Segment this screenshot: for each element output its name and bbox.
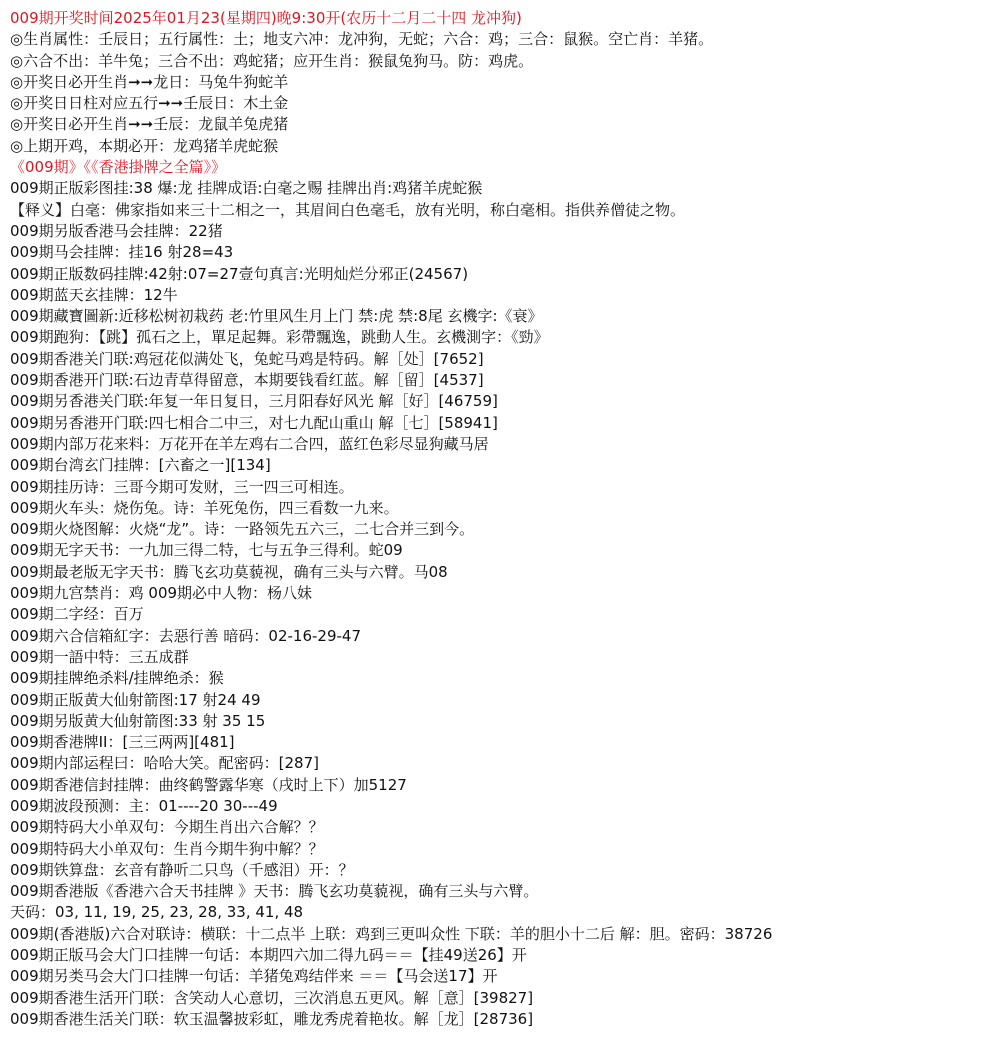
text-line: 009期火烧图解：火烧“龙”。诗：一路领先五六三，二七合并三到今。 bbox=[10, 520, 475, 539]
heading-line: 《009期》《《香港掛牌之全篇》》 bbox=[10, 158, 227, 177]
text-line: ◎开奖日日柱对应五行➞➞壬辰日：木土金 bbox=[10, 94, 289, 113]
text-line: 009期火车头：烧伤兔。诗：羊死兔伤，四三看数一九来。 bbox=[10, 498, 399, 517]
text-line: ◎开奖日必开生肖➞➞龙日：马兔牛狗蛇羊 bbox=[10, 72, 289, 91]
text-line: ◎六合不出：羊牛兔；三合不出：鸡蛇猪；应开生肖：猴鼠兔狗马。防：鸡虎。 bbox=[10, 51, 534, 70]
text-line: 009期正版彩图挂:38 爆:龙 挂牌成语:白毫之赐 挂牌出肖:鸡猪羊虎蛇猴 bbox=[10, 179, 483, 198]
text-line: ◎开奖日必开生肖➞➞壬辰：龙鼠羊兔虎猪 bbox=[10, 115, 289, 134]
text-line: 009期另香港开门联:四七相合二中三，对七九配山重山 解［七］[58941] bbox=[10, 413, 498, 432]
text-line: 009期另类马会大门口挂牌一句话：羊猪兔鸡结伴来 ＝＝【马会送17】开 bbox=[10, 967, 498, 986]
text-line: 009期特码大小单双句：今期生肖出六合解？？ bbox=[10, 818, 324, 837]
text-line: 009期最老版无字天书：腾飞玄功莫藐视，确有三头与六臂。马08 bbox=[10, 562, 448, 581]
heading-line: 009期开奖时间2025年01月23(星期四)晚9:30开(农历十二月二十四 龙冲狗) bbox=[10, 9, 522, 27]
text-line: 009期香港生活关门联：软玉温馨披彩虹，雕龙秀虎着艳妆。解［龙］[28736] bbox=[10, 1009, 534, 1028]
text-line: 009期一語中特：三五成群 bbox=[10, 647, 189, 666]
text-line: 009期六合信箱紅字：去惡行善 暗码：02-16-29-47 bbox=[10, 626, 361, 645]
text-line: 天码：03, 11, 19, 25, 23, 28, 33, 41, 48 bbox=[10, 903, 304, 922]
text-line: 009期正版马会大门口挂牌一句话：本期四六加二得九码＝＝【挂49送26】开 bbox=[10, 946, 527, 965]
text-line: 【释义】白毫：佛家指如来三十二相之一，其眉间白色毫毛，放有光明，称白毫相。指供养僧徒之物。 bbox=[10, 200, 686, 219]
text-line: 009期另版黄大仙射箭图:33 射 35 15 bbox=[10, 711, 266, 730]
text-line: 009期香港信封挂牌：曲终鹤警露华寒（戌时上下）加5127 bbox=[10, 775, 407, 794]
text-line: 009期正版数码挂牌:42射:07=27壹句真言:光明灿烂分邪正(24567) bbox=[10, 264, 469, 283]
text-line: 009期另香港关门联:年复一年日复日，三月阳春好风光 解［好］[46759] bbox=[10, 392, 498, 411]
text-line: 009期内部运程曰：哈哈大笑。配密码：[287] bbox=[10, 754, 319, 773]
text-line: 009期无字天书：一九加三得二特，七与五争三得利。蛇09 bbox=[10, 541, 403, 560]
text-line: 009期铁算盘：玄音有静听二只鸟（千感泪）开：？ bbox=[10, 860, 354, 879]
text-line: 009期香港牌II：[三三两两][481] bbox=[10, 733, 235, 752]
text-line: 009期马会挂牌：挂16 射28=43 bbox=[10, 243, 234, 262]
text-line: 009期九宫禁肖：鸡 009期必中人物：杨八妹 bbox=[10, 584, 313, 603]
text-line: ◎生肖属性：壬辰日；五行属性：土；地支六冲：龙冲狗，无蛇；六合：鸡；三合：鼠猴。空亡肖：羊猪。 bbox=[10, 30, 714, 49]
text-line: 009期内部万花来料：万花开在羊左鸡右二合四，蓝红色彩尽显狗藏马居 bbox=[10, 434, 489, 453]
text-line: 009期波段预测：主：01----20 30---49 bbox=[10, 796, 278, 815]
text-line: 009期藏寶圖新:近移松树初栽药 老:竹里风生月上门 禁:虎 禁:8尾 玄機字:《衰》 bbox=[10, 307, 543, 326]
text-line: 009期正版黄大仙射箭图:17 射24 49 bbox=[10, 690, 261, 709]
text-line: 009期蓝天玄挂牌：12牛 bbox=[10, 285, 178, 304]
text-line: 009期跑狗：【跳】孤石之上，單足起舞。彩帶飄逸，跳動人生。玄機測字：《勁》 bbox=[10, 328, 549, 347]
text-line: 009期香港关门联:鸡冠花似满处飞，兔蛇马鸡是特码。解［处］[7652] bbox=[10, 349, 484, 368]
text-line: 009期香港版《香港六合天书挂牌 》天书：腾飞玄功莫藐视，确有三头与六臂。 bbox=[10, 882, 539, 901]
text-line: 009期香港开门联:石边青草得留意，本期要钱看红蓝。解［留］[4537] bbox=[10, 371, 484, 390]
text-line: 009期台湾玄门挂牌：[六畜之一][134] bbox=[10, 456, 271, 475]
text-line: 009期二字经：百万 bbox=[10, 605, 144, 624]
text-line: 009期(香港版)六合对联诗：横联：十二点半 上联：鸡到三更叫众性 下联：羊的胆小十二后 解：胆。密码：38726 bbox=[10, 924, 773, 943]
text-line: 009期另版香港马会挂牌：22猪 bbox=[10, 221, 223, 240]
text-line: 009期挂牌绝杀料/挂牌绝杀：猴 bbox=[10, 669, 224, 688]
text-line: ◎上期开鸡，本期必开：龙鸡猪羊虎蛇猴 bbox=[10, 136, 279, 155]
text-line: 009期香港生活开门联：含笑动人心意切，三次消息五更风。解［意］[39827] bbox=[10, 988, 534, 1007]
text-line: 009期挂历诗：三哥今期可发财，三一四三可相连。 bbox=[10, 477, 354, 496]
text-line: 009期特码大小单双句：生肖今期牛狗中解？？ bbox=[10, 839, 324, 858]
